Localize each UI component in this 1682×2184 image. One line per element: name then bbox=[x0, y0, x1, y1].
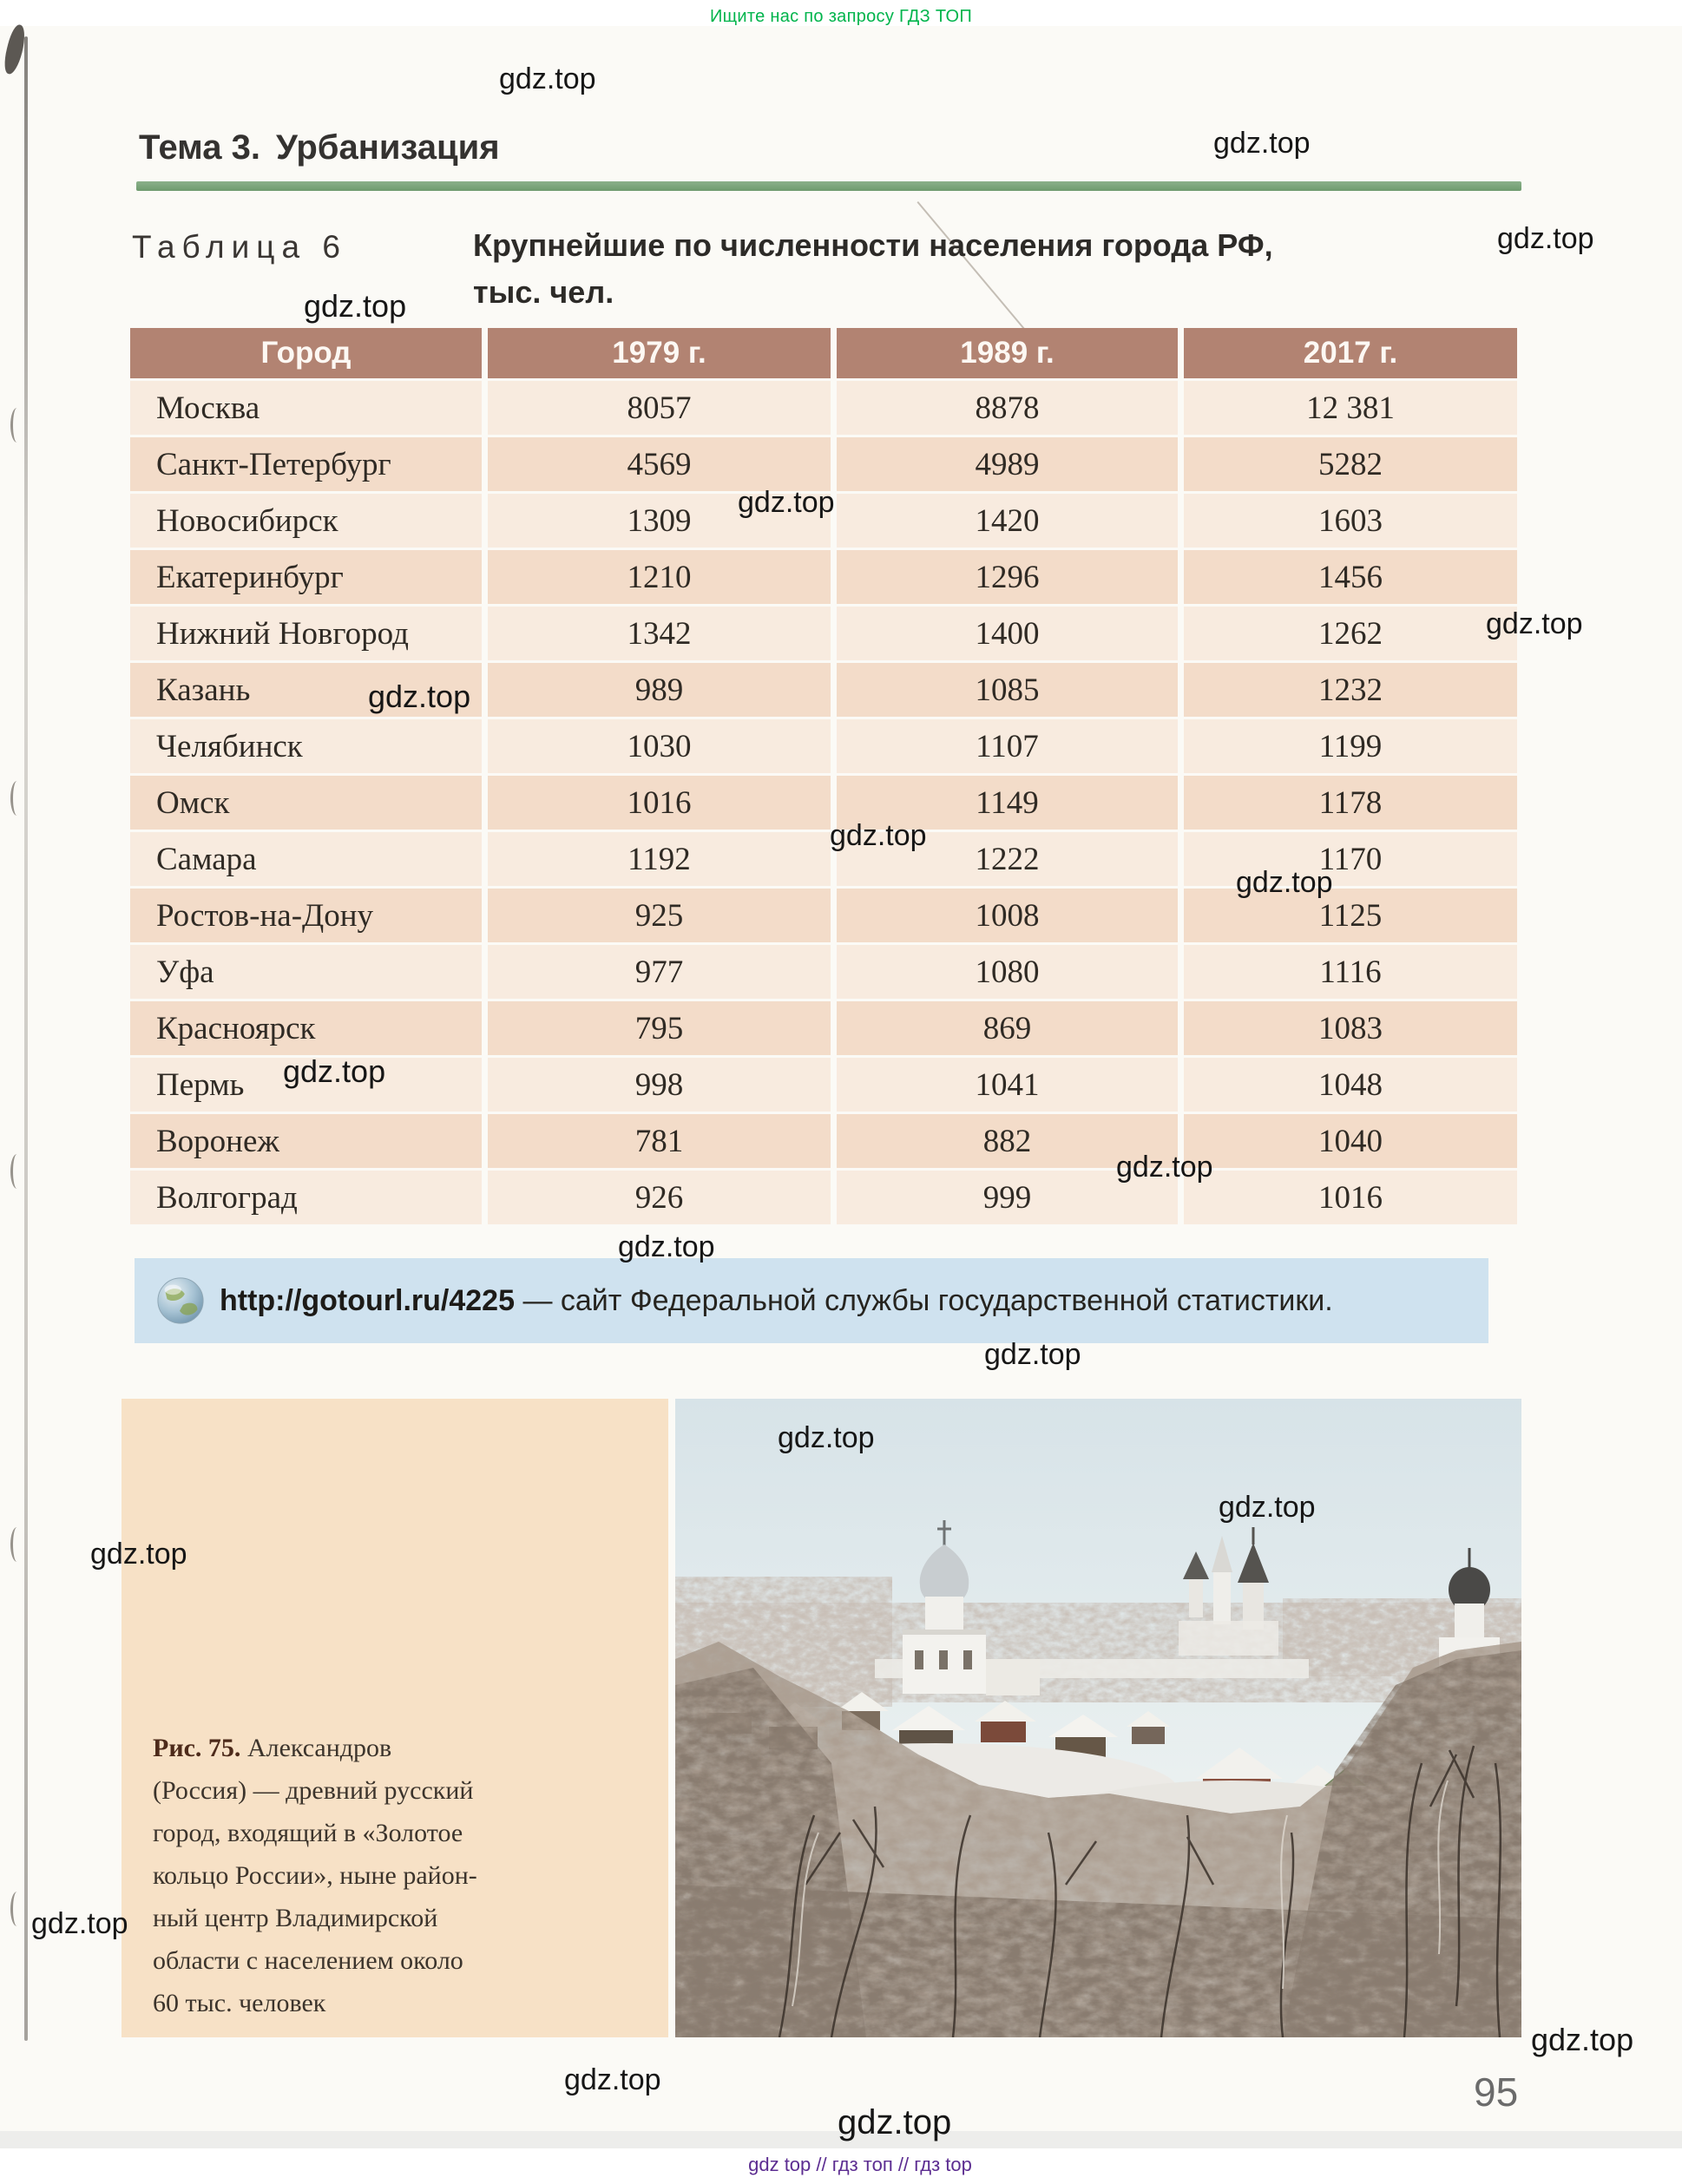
table-title bbox=[473, 222, 1298, 316]
page-number: 95 bbox=[1474, 2069, 1519, 2115]
page-curl-mark bbox=[10, 1527, 23, 1562]
city-cell: Челябинск bbox=[130, 719, 482, 773]
population-cell: 1048 bbox=[1184, 1058, 1517, 1112]
population-cell: 1085 bbox=[837, 663, 1178, 717]
column-header: 1989 г. bbox=[837, 328, 1178, 378]
city-cell: Нижний Новгород bbox=[130, 607, 482, 660]
city-cell: Санкт-Петербург bbox=[130, 437, 482, 491]
page-curl-mark bbox=[10, 1154, 23, 1189]
population-cell: 882 bbox=[837, 1114, 1178, 1168]
population-cell: 4569 bbox=[488, 437, 831, 491]
table-row bbox=[130, 1001, 1517, 1055]
watermark: gdz.top bbox=[1497, 222, 1594, 255]
caption-line: области с населением около bbox=[153, 1946, 463, 1975]
city-cell: Самара bbox=[130, 832, 482, 886]
population-cell: 1116 bbox=[1184, 945, 1517, 999]
watermark: gdz.top bbox=[838, 2103, 952, 2141]
population-cell: 1178 bbox=[1184, 776, 1517, 830]
population-cell: 869 bbox=[837, 1001, 1178, 1055]
table-header bbox=[130, 328, 1517, 378]
watermark: gdz.top bbox=[499, 62, 596, 95]
watermark: gdz.top bbox=[283, 1053, 386, 1089]
caption-line: ный центр Владимирской bbox=[153, 1904, 438, 1932]
population-cell: 1125 bbox=[1184, 889, 1517, 942]
population-cell: 989 bbox=[488, 663, 831, 717]
watermark: gdz.top bbox=[830, 819, 927, 852]
caption-line bbox=[153, 1727, 644, 1769]
population-cell: 925 bbox=[488, 889, 831, 942]
statistics-link-url[interactable]: http://gotourl.ru/4225 bbox=[220, 1283, 515, 1317]
population-cell: 1080 bbox=[837, 945, 1178, 999]
watermark: gdz.top bbox=[368, 679, 471, 714]
population-cell: 1222 bbox=[837, 832, 1178, 886]
population-cell: 1030 bbox=[488, 719, 831, 773]
figure-photo bbox=[675, 1399, 1521, 2037]
population-cell: 1041 bbox=[837, 1058, 1178, 1112]
city-cell: Москва bbox=[130, 381, 482, 435]
caption-text: Александров bbox=[246, 1734, 392, 1762]
table-row bbox=[130, 607, 1517, 660]
city-cell: Воронеж bbox=[130, 1114, 482, 1168]
population-cell: 977 bbox=[488, 945, 831, 999]
table-title-line2: тыс. чел. bbox=[473, 274, 614, 310]
population-cell: 1342 bbox=[488, 607, 831, 660]
population-table bbox=[124, 325, 1523, 1227]
table-row bbox=[130, 437, 1517, 491]
city-cell: Екатеринбург bbox=[130, 550, 482, 604]
city-cell: Новосибирск bbox=[130, 494, 482, 548]
population-cell: 1016 bbox=[1184, 1171, 1517, 1224]
table-row bbox=[130, 719, 1517, 773]
figure-caption bbox=[153, 1727, 644, 2024]
watermark: gdz.top bbox=[1116, 1151, 1213, 1184]
population-cell: 1016 bbox=[488, 776, 831, 830]
watermark: gdz.top bbox=[618, 1230, 715, 1263]
globe-icon bbox=[155, 1276, 206, 1326]
city-cell: Красноярск bbox=[130, 1001, 482, 1055]
table-row bbox=[130, 1114, 1517, 1168]
banner-description: — сайт Федеральной службы государственной статистики. bbox=[515, 1283, 1333, 1317]
population-cell: 998 bbox=[488, 1058, 831, 1112]
caption-lines bbox=[153, 1769, 644, 2024]
column-header: 2017 г. bbox=[1184, 328, 1517, 378]
statistics-link-banner bbox=[135, 1258, 1488, 1343]
watermark: gdz.top bbox=[738, 486, 835, 519]
table-title-line1: Крупнейшие по численности населения города РФ, bbox=[473, 227, 1273, 263]
heading-divider-bar bbox=[136, 181, 1521, 191]
watermark: gdz.top bbox=[564, 2063, 661, 2096]
caption-line: 60 тыс. человек bbox=[153, 1989, 326, 2017]
watermark: gdz.top bbox=[1236, 866, 1333, 899]
watermark: gdz.top bbox=[304, 288, 407, 324]
watermark: gdz.top bbox=[31, 1907, 128, 1940]
population-cell: 1309 bbox=[488, 494, 831, 548]
population-cell: 1262 bbox=[1184, 607, 1517, 660]
population-cell: 4989 bbox=[837, 437, 1178, 491]
population-cell: 5282 bbox=[1184, 437, 1517, 491]
population-cell: 1083 bbox=[1184, 1001, 1517, 1055]
population-cell: 1192 bbox=[488, 832, 831, 886]
watermark: gdz.top bbox=[778, 1421, 875, 1454]
table-row bbox=[130, 776, 1517, 830]
caption-line: кольцо России», ныне район- bbox=[153, 1861, 477, 1890]
population-cell: 926 bbox=[488, 1171, 831, 1224]
table-row bbox=[130, 381, 1517, 435]
page-title bbox=[139, 128, 500, 167]
watermark: gdz.top bbox=[90, 1538, 187, 1571]
city-cell: Волгоград bbox=[130, 1171, 482, 1224]
population-cell: 1210 bbox=[488, 550, 831, 604]
watermark: gdz.top bbox=[984, 1338, 1081, 1371]
page-curl-mark bbox=[10, 781, 23, 816]
population-cell: 1456 bbox=[1184, 550, 1517, 604]
city-cell: Казань bbox=[130, 663, 482, 717]
figure-caption-panel bbox=[122, 1399, 668, 2037]
population-cell: 795 bbox=[488, 1001, 831, 1055]
population-cell: 1420 bbox=[837, 494, 1178, 548]
population-cell: 1232 bbox=[1184, 663, 1517, 717]
table-label: Таблица 6 bbox=[132, 229, 347, 265]
population-cell: 1149 bbox=[837, 776, 1178, 830]
population-cell: 1040 bbox=[1184, 1114, 1517, 1168]
promo-banner-text: Ищите нас по запросу ГДЗ ТОП bbox=[709, 7, 973, 26]
page-curl-mark bbox=[10, 408, 23, 443]
watermark: gdz.top bbox=[1213, 127, 1311, 160]
book-spine-shadow bbox=[24, 36, 28, 2041]
population-cell: 12 381 bbox=[1184, 381, 1517, 435]
theme-number: Тема 3. bbox=[139, 128, 260, 167]
caption-line: город, входящий в «Золотое bbox=[153, 1819, 463, 1847]
column-header: 1979 г. bbox=[488, 328, 831, 378]
watermark: gdz.top bbox=[1531, 2022, 1634, 2057]
city-cell: Омск bbox=[130, 776, 482, 830]
population-cell: 8057 bbox=[488, 381, 831, 435]
watermark: gdz.top bbox=[1486, 607, 1583, 640]
table-row bbox=[130, 550, 1517, 604]
population-cell: 1603 bbox=[1184, 494, 1517, 548]
population-cell: 1170 bbox=[1184, 832, 1517, 886]
table-row bbox=[130, 663, 1517, 717]
population-cell: 1296 bbox=[837, 550, 1178, 604]
population-cell: 1199 bbox=[1184, 719, 1517, 773]
population-cell: 781 bbox=[488, 1114, 831, 1168]
population-cell: 1008 bbox=[837, 889, 1178, 942]
page-curl-mark bbox=[10, 1892, 23, 1926]
table-row bbox=[130, 945, 1517, 999]
footer-links[interactable]: gdz top // гдз топ // гдз top bbox=[748, 2154, 972, 2175]
theme-title: Урбанизация bbox=[275, 128, 500, 167]
population-cell: 999 bbox=[837, 1171, 1178, 1224]
city-cell: Уфа bbox=[130, 945, 482, 999]
figure-number: Рис. 75. bbox=[153, 1734, 241, 1762]
city-cell: Пермь bbox=[130, 1058, 482, 1112]
watermark: gdz.top bbox=[1219, 1491, 1316, 1524]
column-header: Город bbox=[130, 328, 482, 378]
city-cell: Ростов-на-Дону bbox=[130, 889, 482, 942]
caption-line: (Россия) — древний русский bbox=[153, 1776, 474, 1805]
table-row bbox=[130, 1171, 1517, 1224]
population-cell: 1400 bbox=[837, 607, 1178, 660]
banner-text bbox=[220, 1284, 1333, 1318]
population-cell: 8878 bbox=[837, 381, 1178, 435]
population-cell: 1107 bbox=[837, 719, 1178, 773]
